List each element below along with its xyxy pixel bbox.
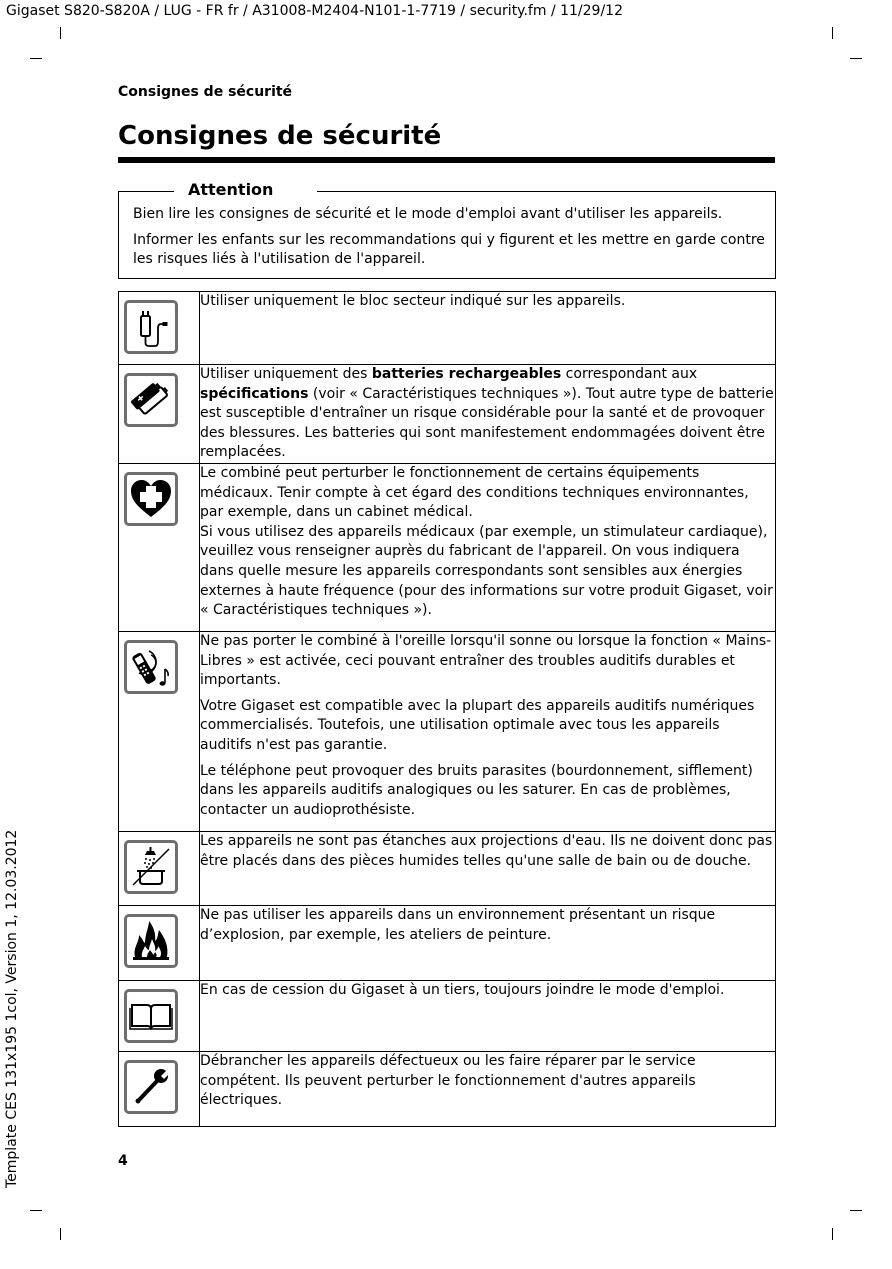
icon-cell [119, 905, 200, 980]
table-row [119, 905, 776, 980]
safety-text [200, 1051, 776, 1126]
safety-paragraph: Débrancher les appareils défectueux ou les faire réparer par le service compétent. Ils peuvent perturber le fonctionnement d'autres appareils électriques. [200, 1052, 696, 1109]
safety-text [200, 365, 776, 464]
document-meta: Gigaset S820-S820A / LUG - FR fr / A31008-M2404-N101-1-7719 / security.fm / 11/29/12 [6, 3, 623, 19]
icon-cell [119, 463, 200, 631]
bold-run: spécifications [200, 385, 309, 402]
safety-text [200, 631, 776, 831]
page-title: Consignes de sécurité [118, 121, 442, 151]
attention-box [118, 180, 776, 279]
crop-mark [30, 58, 42, 59]
text-run: (voir « Caractéristiques techniques »). Tout autre type de batterie est susceptible d'entraîner un risque considérable pour la santé et de provoquer des blessures. Les batteries qui sont manifestement endommagées doivent être remplacées. [200, 385, 774, 461]
crop-mark [832, 27, 833, 39]
table-row [119, 365, 776, 464]
power-adapter-icon [124, 300, 178, 354]
safety-text [200, 292, 776, 365]
text-run: correspondant aux [561, 366, 698, 382]
table-row [119, 1051, 776, 1126]
safety-text [200, 980, 776, 1051]
text-run: Utiliser uniquement des [200, 366, 372, 382]
crop-mark [60, 1228, 61, 1240]
attention-body [133, 205, 765, 276]
attention-paragraph: Bien lire les consignes de sécurité et le mode d'emploi avant d'utiliser les appareils. [133, 206, 723, 222]
safety-paragraph: Utiliser uniquement le bloc secteur indiqué sur les appareils. [200, 293, 626, 309]
safety-paragraph [200, 365, 775, 463]
bold-run: batteries rechargeables [371, 366, 562, 382]
crop-mark [30, 1210, 42, 1211]
explosion-flame-icon [124, 914, 178, 968]
table-row [119, 463, 776, 631]
template-side-note: Template CES 131x195 1col, Version 1, 12.03.2012 [4, 829, 20, 1188]
icon-cell [119, 365, 200, 464]
phone-ringing-ear-icon [124, 640, 178, 694]
attention-title: Attention [174, 180, 317, 200]
safety-text [200, 905, 776, 980]
no-water-icon [124, 840, 178, 894]
battery-icon [124, 373, 178, 427]
title-rule [118, 157, 775, 163]
crop-mark [832, 1228, 833, 1240]
icon-cell [119, 292, 200, 365]
wrench-icon [124, 1060, 178, 1114]
safety-text [200, 831, 776, 905]
icon-cell [119, 831, 200, 905]
safety-paragraph: Le téléphone peut provoquer des bruits parasites (bourdonnement, sifflement) dans les appareils auditifs analogiques ou les saturer. En cas de problèmes, contacter un audioprothésiste. [200, 762, 753, 818]
manual-book-icon [124, 989, 178, 1043]
safety-table [118, 291, 776, 1127]
safety-paragraph: En cas de cession du Gigaset à un tiers, toujours joindre le mode d'emploi. [200, 981, 725, 998]
table-row [119, 631, 776, 831]
crop-mark [850, 58, 862, 59]
safety-paragraph: Les appareils ne sont pas étanches aux projections d'eau. Ils ne doivent donc pas être placés dans des pièces humides telles qu'une salle de bain ou de douche. [200, 832, 773, 869]
page-number: 4 [118, 1153, 128, 1169]
crop-mark [850, 1210, 862, 1211]
table-row [119, 980, 776, 1051]
safety-paragraph: Si vous utilisez des appareils médicaux (par exemple, un stimulateur cardiaque), veuillez vous renseigner auprès du fabricant de l'appareil. On vous indiquera dans quelle mesure les appareils correspondants sont sensibles aux énergies externes à haute fréquence (pour des informations sur votre produit Gigaset, voir « Caractéristiques techniques »). [200, 523, 773, 619]
safety-paragraph: Ne pas porter le combiné à l'oreille lorsqu'il sonne ou lorsque la fonction « Mains-Libres » est activée, ceci pouvant entraîner des troubles auditifs durables et importants. [200, 632, 772, 689]
safety-text [200, 463, 776, 631]
crop-mark [60, 27, 61, 39]
icon-cell [119, 1051, 200, 1126]
icon-cell [119, 980, 200, 1051]
safety-paragraph: Votre Gigaset est compatible avec la plupart des appareils auditifs numériques commercialisés. Toutefois, une utilisation optimale avec tous les appareils auditifs n'est pas garantie. [200, 697, 755, 753]
safety-paragraph: Le combiné peut perturber le fonctionnement de certains équipements médicaux. Tenir compte à cet égard des conditions techniques environnantes, par exemple, dans un cabinet médical. [200, 464, 749, 521]
running-header: Consignes de sécurité [118, 84, 293, 100]
table-row [119, 292, 776, 365]
safety-paragraph: Ne pas utiliser les appareils dans un environnement présentant un risque d’explosion, par exemple, les ateliers de peinture. [200, 906, 716, 943]
icon-cell [119, 631, 200, 831]
attention-paragraph: Informer les enfants sur les recommandations qui y figurent et les mettre en garde contre les risques liés à l'utilisation de l'appareil. [133, 232, 765, 267]
table-row [119, 831, 776, 905]
medical-heart-icon [124, 472, 178, 526]
